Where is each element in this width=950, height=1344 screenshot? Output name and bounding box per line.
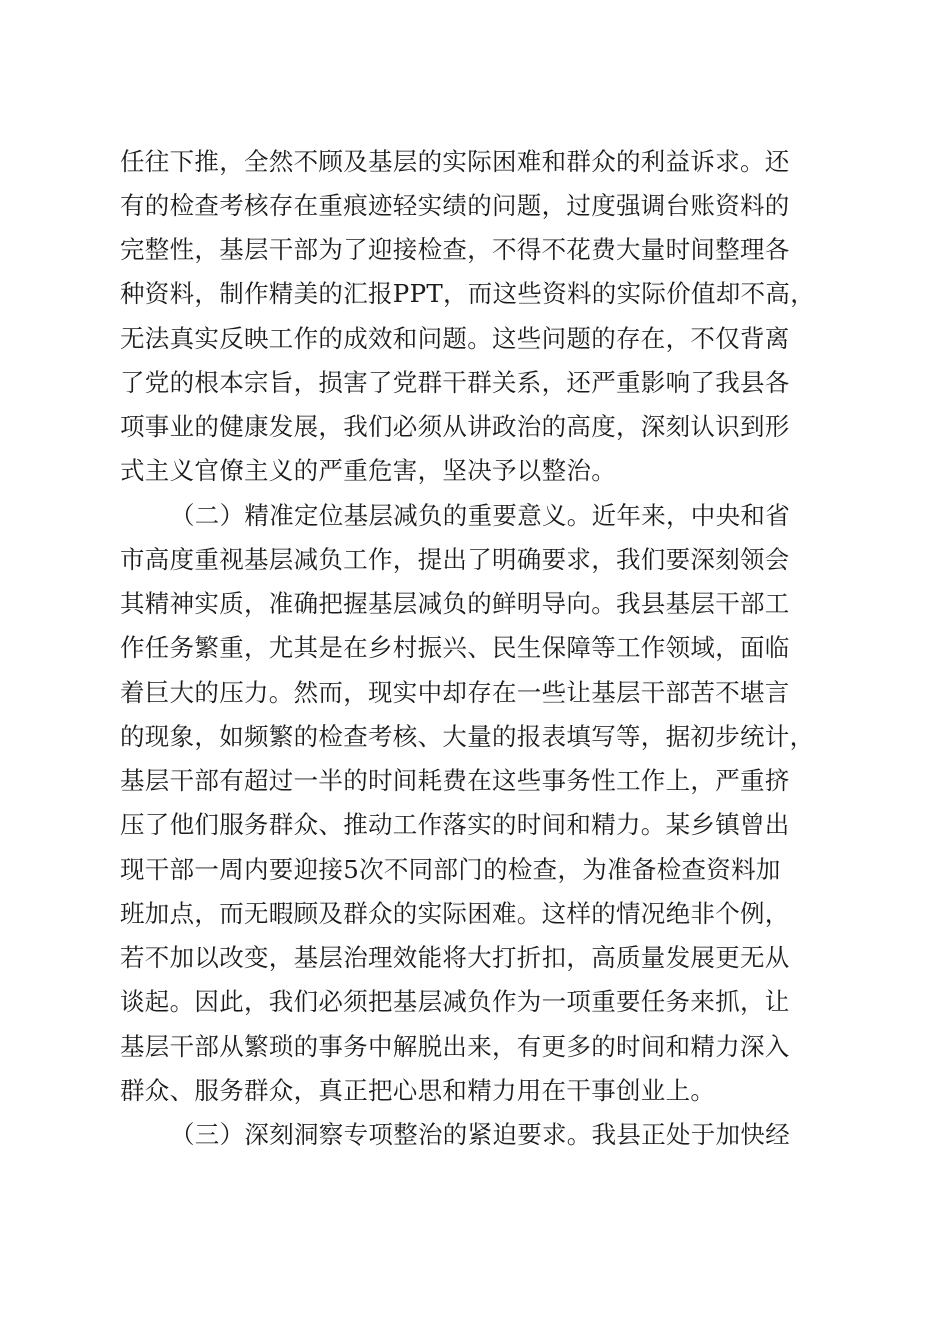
paragraph-heading-2: （二）精准定位基层减负的重要意义。近年来，中央和省	[170, 501, 790, 530]
text-line: 作任务繁重，尤其是在乡村振兴、民生保障等工作领域，面临	[120, 633, 790, 662]
text-line: 式主义官僚主义的严重危害，坚决予以整治。	[120, 456, 616, 485]
text-line: 任往下推，全然不顾及基层的实际困难和群众的利益诉求。还	[120, 147, 790, 176]
text-line: 若不加以改变，基层治理效能将大打折扣，高质量发展更无从	[120, 943, 790, 972]
text-line: 完整性，基层干部为了迎接检查，不得不花费大量时间整理各	[120, 235, 790, 264]
text-line: 着巨大的压力。然而，现实中却存在一些让基层干部苦不堪言	[120, 678, 790, 707]
text-line: 班加点，而无暇顾及群众的实际困难。这样的情况绝非个例，	[120, 899, 790, 928]
text-line: 的现象，如频繁的检查考核、大量的报表填写等，据初步统计，	[120, 722, 815, 751]
text-line: 谈起。因此，我们必须把基层减负作为一项重要任务来抓，让	[120, 987, 790, 1016]
text-line: 基层干部从繁琐的事务中解脱出来，有更多的时间和精力深入	[120, 1032, 790, 1061]
text-line: 项事业的健康发展，我们必须从讲政治的高度，深刻认识到形	[120, 412, 790, 441]
text-line: 有的检查考核存在重痕迹轻实绩的问题，过度强调台账资料的	[120, 191, 790, 220]
paragraph-heading-3: （三）深刻洞察专项整治的紧迫要求。我县正处于加快经	[170, 1120, 790, 1149]
text-line: 了党的根本宗旨，损害了党群干群关系，还严重影响了我县各	[120, 368, 790, 397]
text-line: 群众、服务群众，真正把心思和精力用在干事创业上。	[120, 1076, 716, 1105]
text-line: 现干部一周内要迎接5次不同部门的检查，为准备检查资料加	[120, 855, 781, 884]
text-line: 市高度重视基层减负工作，提出了明确要求，我们要深刻领会	[120, 545, 790, 574]
text-line: 无法真实反映工作的成效和问题。这些问题的存在，不仅背离	[120, 324, 790, 353]
text-line: 其精神实质，准确把握基层减负的鲜明导向。我县基层干部工	[120, 589, 790, 618]
text-line: 种资料，制作精美的汇报PPT，而这些资料的实际价值却不高，	[120, 279, 816, 308]
text-line: 基层干部有超过一半的时间耗费在这些事务性工作上，严重挤	[120, 766, 790, 795]
text-line: 压了他们服务群众、推动工作落实的时间和精力。某乡镇曾出	[120, 810, 790, 839]
